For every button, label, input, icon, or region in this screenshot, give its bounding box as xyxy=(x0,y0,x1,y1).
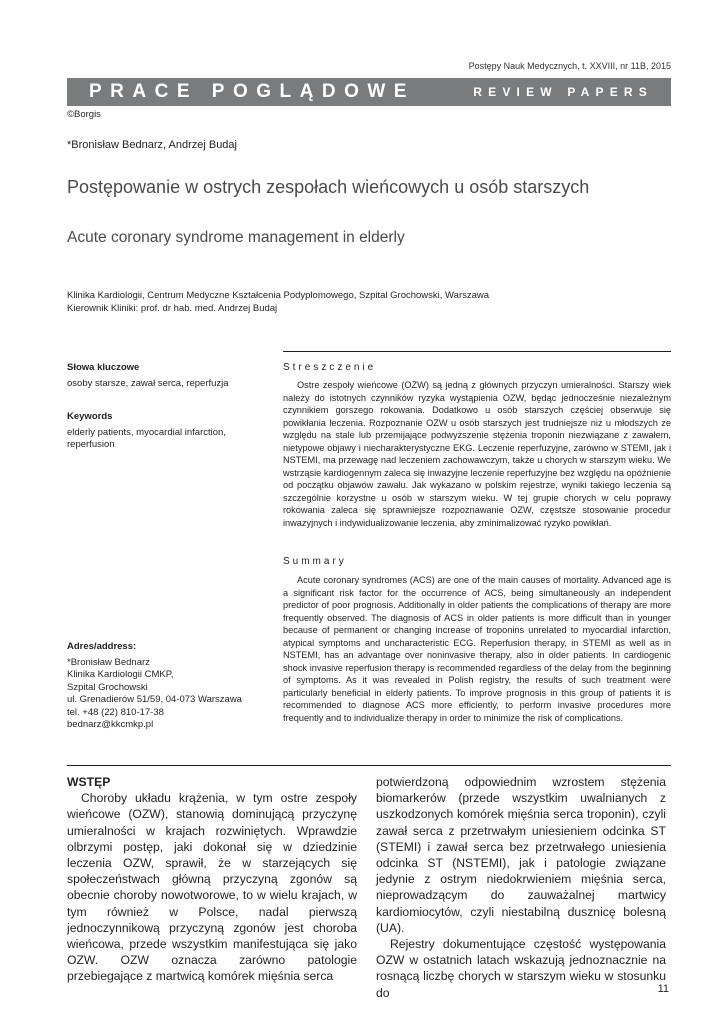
body-column-left xyxy=(67,774,357,985)
address-line: *Bronisław Bednarz xyxy=(67,656,150,668)
address-line: ul. Grenadierów 51/59, 04-073 Warszawa xyxy=(67,694,242,705)
journal-reference: Postępy Nauk Medycznych, t. XXVIII, nr 11B, 2015 xyxy=(468,61,671,71)
body-paragraph: Rejestry dokumentujące częstość występowania OZW w ostatnich latach wskazują jednoznacznie na rosnącą liczbę chorych w starszym wieku w stosunku do xyxy=(376,937,666,1000)
publisher-mark: ©Borgis xyxy=(67,109,101,120)
keywords-en xyxy=(67,411,257,452)
address-heading: Adres/address: xyxy=(67,641,137,652)
affiliation-line: Klinika Kardiologii, Centrum Medyczne Kształcenia Podyplomowego, Szpital Grochowski, Warszawa xyxy=(67,290,490,301)
keywords-en-text: elderly patients, myocardial infarction, reperfusion xyxy=(67,426,226,450)
section-banner xyxy=(67,78,671,106)
keywords-pl-heading: Słowa kluczowe xyxy=(67,362,140,373)
address-block xyxy=(67,641,257,732)
page-number: 11 xyxy=(657,983,669,995)
body-paragraph: Choroby układu krążenia, w tym ostre zespoły wieńcowe (OZW), stanowią dominującą przyczynę umieralności w krajach rozwiniętych. Wprawdzie olbrzymi postęp, jaki dokonał się w dziedzinie leczenia OZW, sprawił, że w starzejących się społeczeństwach główną przyczyną zgonów są obecnie choroby nowotworowe, to w wielu krajach, w tym również w Polsce, nadal pierwszą jednoczynnikową przyczyną zgonów jest choroba wieńcowa, przede wszystkim manifestująca się jako OZW. OZW oznacza zarówno patologie przebiegające z martwicą komórek mięśnia serca xyxy=(67,791,357,984)
summary-heading: Summary xyxy=(283,556,347,567)
address-line: Klinika Kardiologii CMKP, xyxy=(67,669,174,680)
streszczenie-heading: Streszczenie xyxy=(283,362,377,373)
article-title-en: Acute coronary syndrome management in elderly xyxy=(67,229,405,246)
banner-label-en: REVIEW PAPERS xyxy=(473,85,653,99)
summary-text: Acute coronary syndromes (ACS) are one of the main causes of mortality. Advanced age is a significant risk factor for the occurrence of ACS, being simultaneously an independent predictor of poor prognosis. Additionally in older patients the complications of therapy are more frequently observed. The diagnosis of ACS in older patients is more difficult than in younger because of permanent or changing increase of troponins unrelated to myocardial infarction, atypical symptoms and uncharacteristic ECG. Reperfusion therapy, in STEMI as well as in NSTEMI, has an advantage over noninvasive therapy, also in older patients. In cardiogenic shock invasive reperfusion therapy is recommended regardless of the delay from the beginning of symptoms. As it was revealed in Polish registry, the results of such treatment were particularly beneficial in elderly patients. To improve prognosis in this group of patients it is recommended to diagnose ACS more efficiently, to perform invasive procedures more frequently and to individualize therapy in order to minimize the risk of complications. xyxy=(283,575,671,723)
article-title-pl: Postępowanie w ostrych zespołach wieńcowych u osób starszych xyxy=(67,177,590,197)
keywords-pl-text: osoby starsze, zawał serca, reperfuzja xyxy=(67,377,229,389)
address-email: bednarz@kkcmkp.pl xyxy=(67,719,154,730)
streszczenie-text: Ostre zespoły wieńcowe (OZW) są jedną z głównych przyczyn umieralności. Starszy wiek należy do istotnych czynników ryzyka wystąpienia OZW, będąc jednocześnie niezależnym czynnikiem gorszego rokowania. Dodatkowo u osób starszych częściej obserwuje się powikłania leczenia. Rozpoznanie OZW u osób starszych jest trudniejsze niż u młodszych ze względu na stale lub przemijające podwyższenie stężenia troponin niezwiązane z zawałem, nietypowe objawy i niecharakterystyczne EKG. Leczenie reperfuzyjne, zarówno w STEMI, jak i NSTEMI, ma przewagę nad leczeniem zachowawczym, także u chorych w starszym wieku. We wstrząsie kardiogennym zaleca się inwazyjne leczenie reperfuzyjne bez względu na opóźnienie od początku objawów zawału. Jak wykazano w polskim rejestrze, wyniki takiego leczenia są szczególnie korzystne u osób w starszym wieku. W tej grupie chorych w celu poprawy rokowania zaleca się sprawniejsze rozpoznawanie OZW, częstsze stosowanie procedur inwazyjnych i indywidualizowanie leczenia, aby zminimalizować ryzyko powikłań. xyxy=(283,380,671,528)
abstract-divider xyxy=(283,351,671,352)
address-line: tel. +48 (22) 810-17-38 xyxy=(67,706,164,718)
affiliation xyxy=(67,289,489,315)
keywords-en-heading: Keywords xyxy=(67,411,113,422)
body-column-right xyxy=(376,774,666,1001)
body-paragraph: potwierdzoną odpowiednim wzrostem stężenia biomarkerów (przede wszystkim uwalnianych z uszkodzonych komórek mięśnia serca troponin), czyli zawał serca z przetrwałym uniesieniem odcinka ST (STEMI) i zawał serca bez przetrwałego uniesienia odcinka ST (NSTEMI), jak i patologie związane jedynie z ostrym niedokrwieniem mięśnia serca, nieprowadzącym do zauważalnej martwicy kardiomiocytów, czyli niestabilną dusznicę bolesną (UA). xyxy=(376,775,666,935)
section-heading: WSTĘP xyxy=(67,775,111,789)
address-line: Szpital Grochowski xyxy=(67,681,148,693)
banner-label-pl: PRACE POGLĄDOWE xyxy=(89,81,415,102)
section-divider xyxy=(67,765,671,766)
keywords-pl xyxy=(67,362,257,390)
affiliation-head: Kierownik Kliniki: prof. dr hab. med. Andrzej Budaj xyxy=(67,303,278,314)
authors: *Bronisław Bednarz, Andrzej Budaj xyxy=(67,139,237,151)
